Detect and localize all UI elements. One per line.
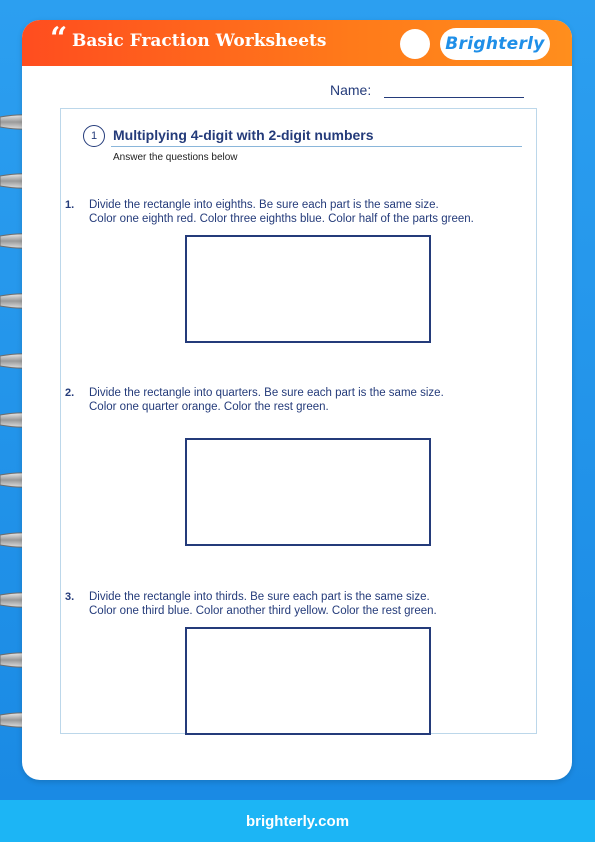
footer-url[interactable]: brighterly.com bbox=[245, 812, 350, 830]
name-input-line[interactable] bbox=[384, 97, 524, 98]
question-text: Color one quarter orange. Color the rest green. bbox=[89, 401, 329, 413]
answer-rectangle[interactable] bbox=[185, 235, 431, 343]
brighterly-logo bbox=[440, 28, 550, 60]
header-circle-decoration bbox=[400, 29, 430, 59]
section-title: Multiplying 4-digit with 2-digit numbers bbox=[113, 127, 374, 143]
answer-rectangle[interactable] bbox=[185, 438, 431, 546]
question-box bbox=[60, 108, 537, 734]
section-number-badge: 1 bbox=[83, 125, 105, 147]
question-text: Color one third blue. Color another third yellow. Color the rest green. bbox=[89, 605, 437, 617]
question-text: Color one eighth red. Color three eighths blue. Color half of the parts green. bbox=[89, 213, 474, 225]
section-divider bbox=[111, 146, 522, 147]
answer-rectangle[interactable] bbox=[185, 627, 431, 735]
name-label: Name: bbox=[330, 82, 372, 98]
question-text: Divide the rectangle into thirds. Be sure each part is the same size. bbox=[89, 591, 430, 603]
footer-bar bbox=[0, 800, 595, 842]
question-text: Divide the rectangle into eighths. Be sure each part is the same size. bbox=[89, 199, 439, 211]
worksheet-header bbox=[22, 20, 572, 66]
question-number: 3. bbox=[65, 591, 75, 603]
question-text: Divide the rectangle into quarters. Be sure each part is the same size. bbox=[89, 387, 444, 399]
section-instructions: Answer the questions below bbox=[113, 152, 238, 163]
quote-icon: “ bbox=[50, 21, 68, 56]
worksheet-title: Basic Fraction Worksheets bbox=[72, 31, 327, 51]
worksheet-page bbox=[22, 20, 572, 780]
question-number: 2. bbox=[65, 387, 75, 399]
question-number: 1. bbox=[65, 199, 75, 211]
logo-text: Brighterly bbox=[445, 34, 545, 54]
